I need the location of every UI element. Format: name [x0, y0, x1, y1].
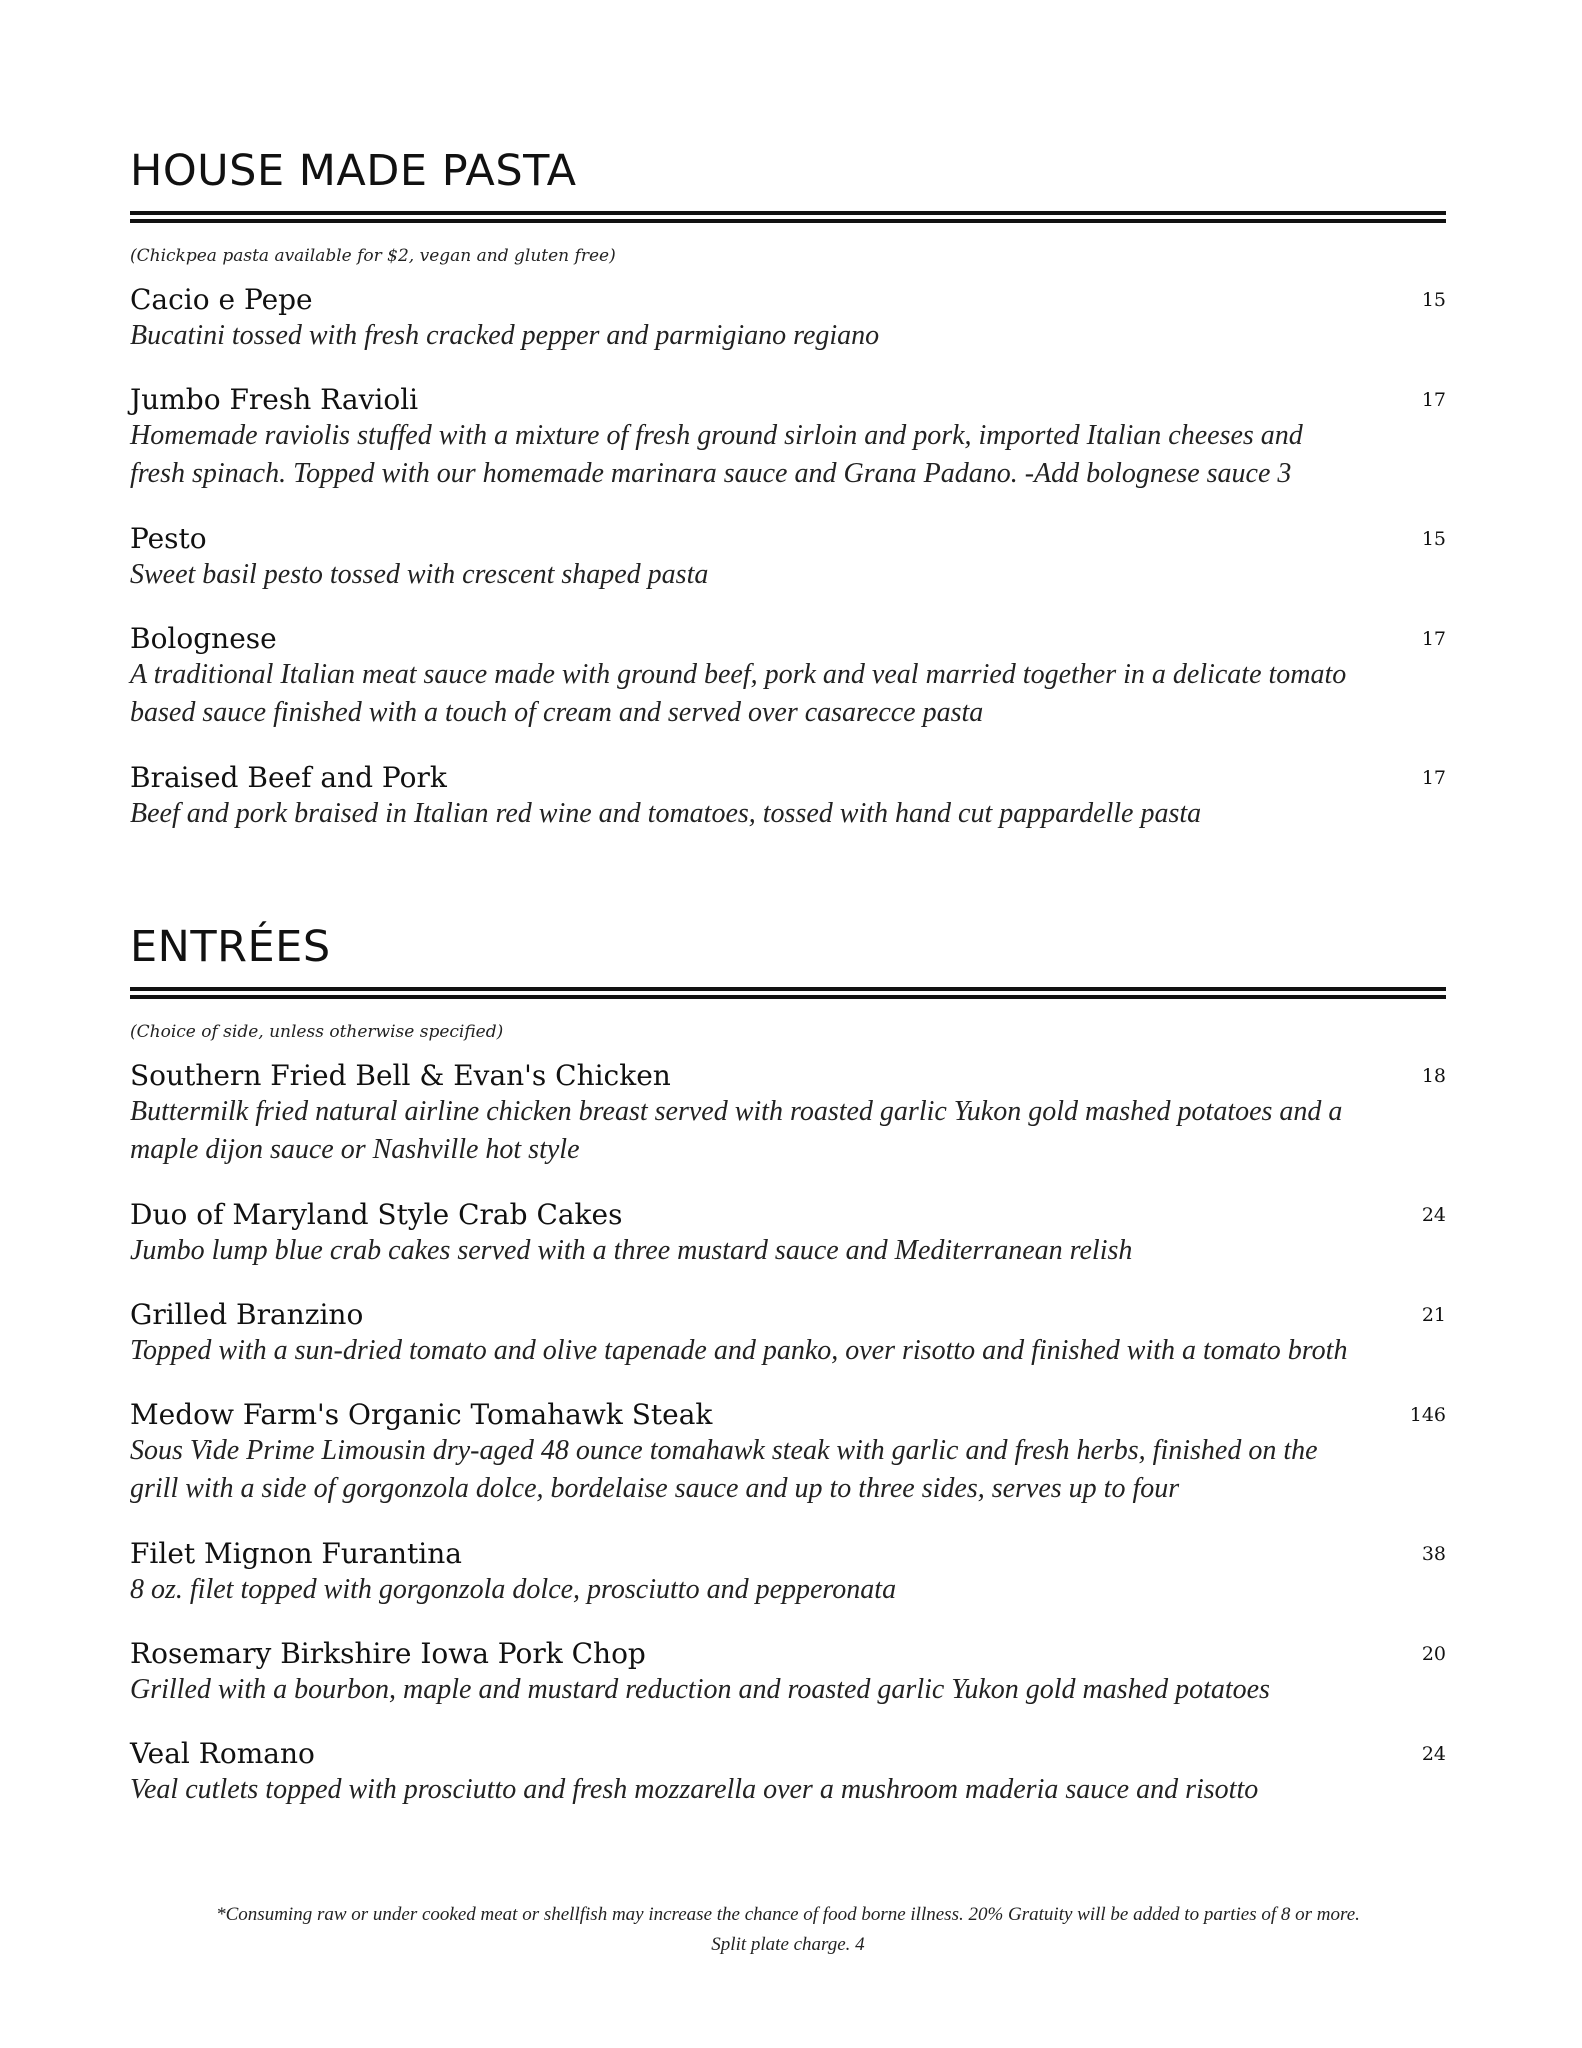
item-name: Bolognese — [130, 622, 277, 655]
item-description: Veal cutlets topped with prosciutto and fresh mozzarella over a mushroom maderia sauce and risotto — [130, 1774, 1259, 1805]
item-price: 24 — [1421, 1204, 1446, 1226]
item-description: Buttermilk fried natural airline chicken breast served with roasted garlic Yukon gold mashed potatoes and a maple dijon sauce or Nashville hot style — [130, 1096, 1343, 1165]
menu-item — [130, 283, 1446, 355]
item-name: Braised Beef and Pork — [130, 761, 447, 794]
menu-item — [130, 522, 1446, 594]
item-name: Pesto — [130, 522, 207, 555]
section-note: (Chickpea pasta available for $2, vegan and gluten free) — [130, 246, 616, 266]
entrees-section — [130, 922, 1446, 1042]
item-name: Grilled Branzino — [130, 1298, 364, 1331]
item-name: Southern Fried Bell & Evan's Chicken — [130, 1059, 671, 1092]
section-divider — [130, 211, 1446, 224]
item-description: Sweet basil pesto tossed with crescent shaped pasta — [130, 559, 709, 590]
item-price: 24 — [1421, 1743, 1446, 1765]
footer-disclaimer — [130, 1900, 1446, 1960]
item-description: Grilled with a bourbon, maple and mustard reduction and roasted garlic Yukon gold mashed potatoes — [130, 1674, 1270, 1705]
menu-item — [130, 1537, 1446, 1609]
item-name: Duo of Maryland Style Crab Cakes — [130, 1198, 623, 1231]
menu-item — [130, 761, 1446, 833]
item-description: Sous Vide Prime Limousin dry-aged 48 ounce tomahawk steak with garlic and fresh herbs, finished on the grill with a side of gorgonzola dolce, bordelaise sauce and up to three sides, serves up to four — [130, 1435, 1318, 1504]
item-name: Rosemary Birkshire Iowa Pork Chop — [130, 1637, 646, 1670]
pasta-section — [130, 146, 1446, 266]
section-title-entrees: ENTRÉES — [130, 922, 331, 972]
menu-item — [130, 383, 1446, 493]
item-description: Topped with a sun-dried tomato and olive tapenade and panko, over risotto and finished with a tomato broth — [130, 1335, 1348, 1366]
item-price: 21 — [1421, 1304, 1446, 1326]
menu-item — [130, 1298, 1446, 1370]
item-name: Veal Romano — [130, 1737, 315, 1770]
menu-item — [130, 1637, 1446, 1709]
item-price: 15 — [1421, 289, 1446, 311]
menu-item — [130, 1198, 1446, 1270]
item-price: 15 — [1421, 528, 1446, 550]
item-name: Medow Farm's Organic Tomahawk Steak — [130, 1398, 713, 1431]
menu-item — [130, 1059, 1446, 1169]
item-price: 17 — [1421, 389, 1446, 411]
item-description: Beef and pork braised in Italian red wine and tomatoes, tossed with hand cut pappardelle pasta — [130, 798, 1202, 829]
menu-item — [130, 1398, 1446, 1508]
item-price: 146 — [1409, 1404, 1446, 1426]
item-price: 17 — [1421, 767, 1446, 789]
item-price: 38 — [1421, 1543, 1446, 1565]
section-title-pasta: HOUSE MADE PASTA — [130, 146, 577, 196]
item-name: Cacio e Pepe — [130, 283, 313, 316]
item-price: 18 — [1421, 1065, 1446, 1087]
menu-item — [130, 622, 1446, 732]
item-price: 17 — [1421, 628, 1446, 650]
item-description: Bucatini tossed with fresh cracked pepper and parmigiano regiano — [130, 320, 880, 351]
item-name: Filet Mignon Furantina — [130, 1537, 462, 1570]
menu-item — [130, 1737, 1446, 1809]
item-description: Homemade raviolis stuffed with a mixture of fresh ground sirloin and pork, imported Italian cheeses and fresh spinach. Topped with our homemade marinara sauce and Grana Padano. -Add bolognese sauce 3 — [130, 420, 1303, 489]
item-description: A traditional Italian meat sauce made with ground beef, pork and veal married together in a delicate tomato based sauce finished with a touch of cream and served over casarecce pasta — [130, 659, 1347, 728]
item-price: 20 — [1421, 1643, 1446, 1665]
footer-disclaimer-text: *Consuming raw or under cooked meat or shellfish may increase the chance of food borne illness. 20% Gratuity will be added to parties of 8 or more. — [216, 1904, 1360, 1925]
footer-split-charge: Split plate charge. 4 — [711, 1934, 865, 1955]
item-description: Jumbo lump blue crab cakes served with a three mustard sauce and Mediterranean relish — [130, 1235, 1133, 1266]
section-divider — [130, 987, 1446, 1000]
item-description: 8 oz. filet topped with gorgonzola dolce, prosciutto and pepperonata — [130, 1574, 897, 1605]
item-name: Jumbo Fresh Ravioli — [130, 383, 419, 416]
section-note: (Choice of side, unless otherwise specified) — [130, 1022, 504, 1042]
